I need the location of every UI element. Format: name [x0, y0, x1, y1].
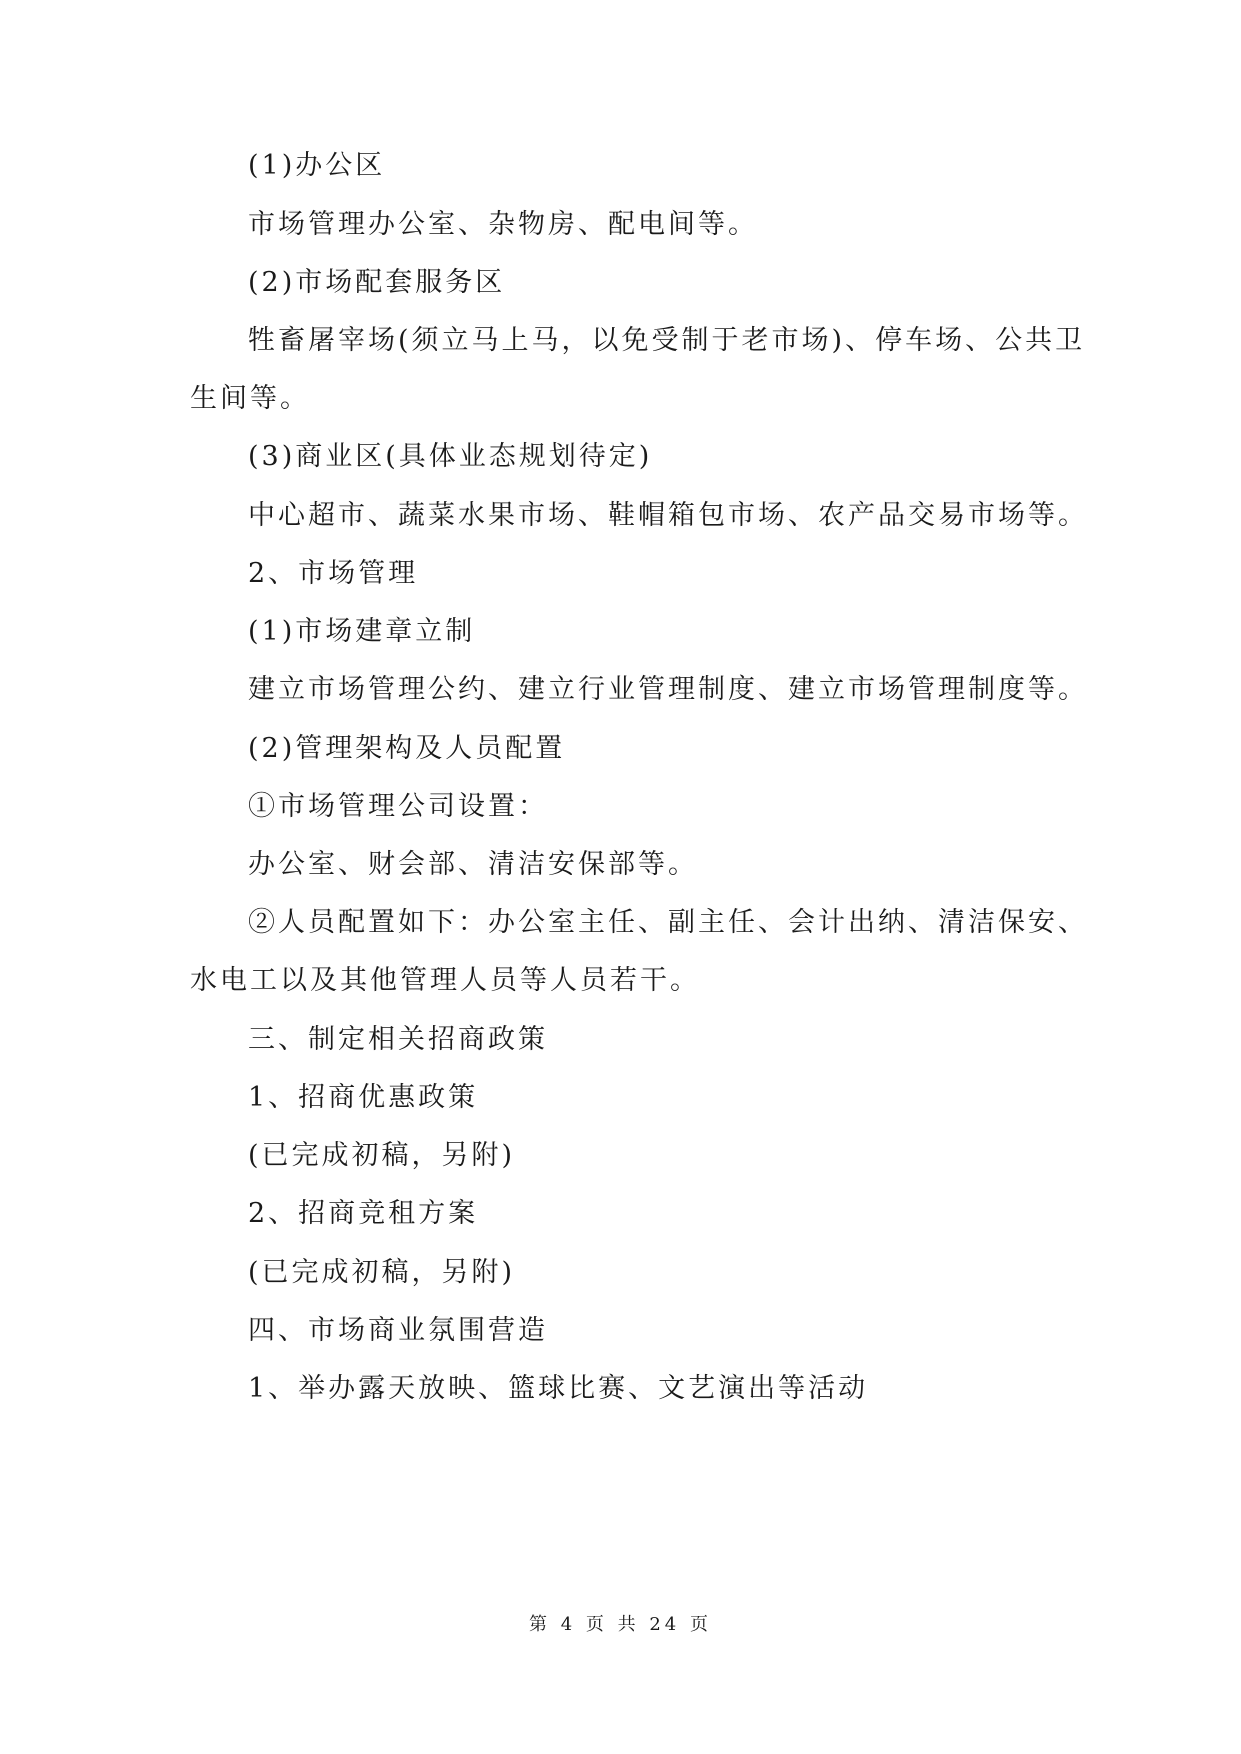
section-heading: 2、招商竞租方案 — [248, 1198, 479, 1229]
section-heading: 2、市场管理 — [248, 558, 419, 589]
body-line: 水电工以及其他管理人员等人员若干。 — [190, 965, 700, 996]
body-line: (已完成初稿，另附) — [248, 1257, 516, 1288]
body-line: (2)管理架构及人员配置 — [248, 733, 566, 764]
body-line: ②人员配置如下：办公室主任、副主任、会计出纳、清洁保安、 — [248, 907, 1088, 938]
body-line: 中心超市、蔬菜水果市场、鞋帽箱包市场、农产品交易市场等。 — [248, 500, 1088, 531]
page-number-footer: 第 4 页 共 24 页 — [529, 1614, 712, 1635]
section-heading: 三、制定相关招商政策 — [248, 1024, 548, 1055]
body-line: (3)商业区(具体业态规划待定) — [248, 441, 653, 472]
section-heading: 1、举办露天放映、篮球比赛、文艺演出等活动 — [248, 1373, 869, 1404]
body-line: (1)办公区 — [248, 150, 386, 181]
section-heading: 1、招商优惠政策 — [248, 1082, 479, 1113]
body-line: (2)市场配套服务区 — [248, 267, 506, 298]
body-line: (已完成初稿，另附) — [248, 1140, 516, 1171]
body-line: 市场管理办公室、杂物房、配电间等。 — [248, 209, 758, 240]
body-line: (1)市场建章立制 — [248, 616, 476, 647]
body-line: 建立市场管理公约、建立行业管理制度、建立市场管理制度等。 — [248, 674, 1088, 705]
body-line: ①市场管理公司设置： — [248, 791, 548, 822]
section-heading: 四、市场商业氛围营造 — [248, 1315, 548, 1346]
body-line: 办公室、财会部、清洁安保部等。 — [248, 849, 698, 880]
body-line: 生间等。 — [190, 383, 310, 414]
body-line: 牲畜屠宰场(须立马上马，以免受制于老市场)、停车场、公共卫 — [248, 325, 1086, 356]
